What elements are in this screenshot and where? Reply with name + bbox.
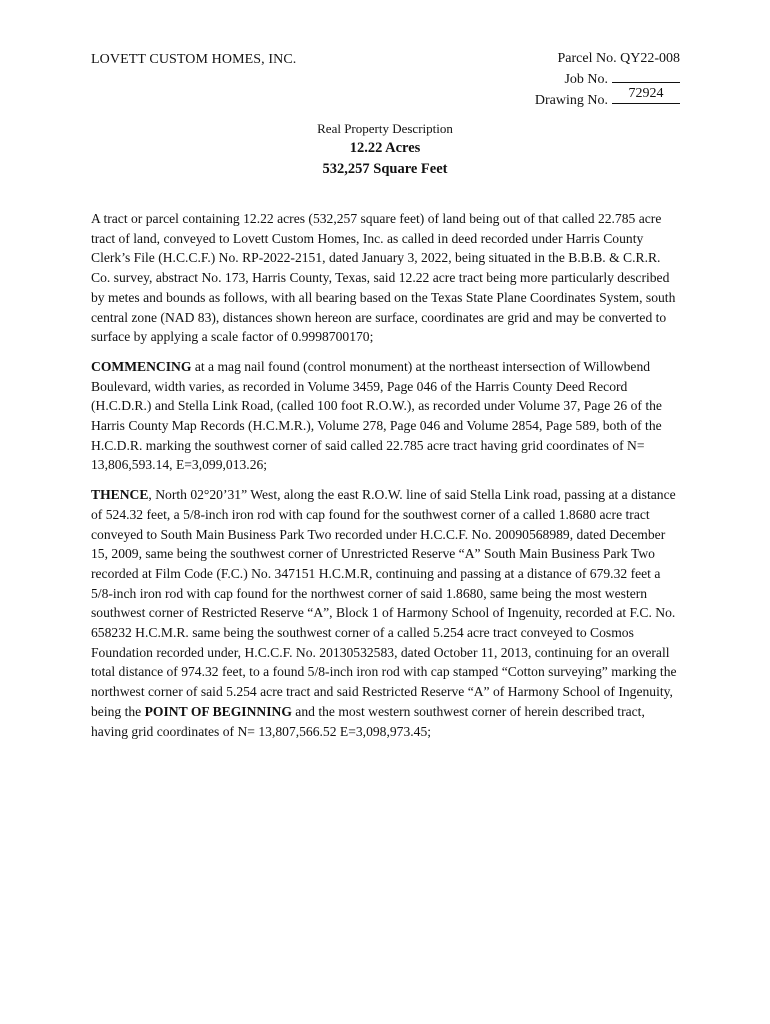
commencing-paragraph	[91, 357, 683, 475]
intro-paragraph: A tract or parcel containing 12.22 acres (532,257 square feet) of land being out of that called 22.785 acre tract of land, conveyed to Lovett Custom Homes, Inc. as called in deed recorded under Harris County Clerk’s File (H.C.C.F.) No. RP-2022-2151, dated January 3, 2022, being situated in the B.B.B. & C.R.R. Co. survey, abstract No. 173, Harris County, Texas, said 12.22 acre tract being more particularly described by metes and bounds as follows, with all bearing based on the Texas State Plane Coordinates System, south central zone (NAD 83), distances shown hereon are surface, coordinates are grid and may be converted to surface by applying a scale factor of 0.9998700170;	[91, 211, 676, 345]
thence-paragraph	[91, 485, 683, 741]
parcel-line	[535, 50, 680, 68]
point-of-beginning-keyword: POINT OF BEGINNING	[144, 703, 292, 719]
thence-keyword: THENCE	[91, 487, 149, 503]
drawing-value: 72924	[628, 86, 664, 101]
title-block	[0, 120, 770, 180]
commencing-keyword: COMMENCING	[91, 358, 192, 374]
drawing-blank	[612, 86, 680, 104]
drawing-line	[534, 86, 680, 110]
document-subtitle: Real Property Description	[317, 121, 453, 136]
commencing-text: at a mag nail found (control monument) at the northeast intersection of Willowbend Boulevard, width varies, as recorded in Volume 3459, Page 046 of the Harris County Deed Record (H.C.D.R.) and Stella Link Road, (called 100 foot R.O.W.), as recorded under Volume 37, Page 26 of the Harris County Map Records (H.C.M.R.), Volume 278, Page 046 and Volume 2854, Page 589, both of the H.C.D.R. marking the southwest corner of said called 22.785 acre tract having grid coordinates of N= 13,806,593.14, E=3,099,013.26;	[91, 358, 662, 473]
acreage-heading: 12.22 Acres	[349, 140, 421, 156]
header-references	[535, 50, 680, 110]
job-label: Job No.	[564, 72, 608, 87]
job-blank	[612, 68, 680, 83]
drawing-label: Drawing No.	[534, 93, 608, 108]
description-body	[91, 209, 683, 751]
company-name: LOVETT CUSTOM HOMES, INC.	[91, 52, 297, 67]
thence-text: , North 02°20’31” West, along the east R.O.W. line of said Stella Link road, passing at a distance of 524.32 feet, a 5/8-inch iron rod with cap found for the southwest corner of a called 1.8680 acre tract conveyed to South Main Business Park Two recorded under H.C.C.F. No. 20090568989, dated December 15, 2009, same being the southwest corner of Unrestricted Reserve “A” South Main Business Park Two recorded at Film Code (F.C.) No. 347151 H.C.M.R, continuing and passing at a distance of 679.32 feet a 5/8-inch iron rod with cap found for the northwest corner of said 1.8680, same being the most western southwest corner of Restricted Reserve “A”, Block 1 of Harmony School of Ingenuity, recorded at F.C. No. 658232 H.C.M.R. same being the southwest corner of a called 5.254 acre tract conveyed to Cosmos Foundation recorded under, H.C.C.F. No. 20130532583, dated October 11, 2013, continuing for an overall total distance of 974.32 feet, to a found 5/8-inch iron rod with cap stamped “Cotton surveying” marking the northwest corner of said 5.254 acre tract and said Restricted Reserve “A” of Harmony School of Ingenuity, being the	[91, 487, 677, 719]
square-feet-heading: 532,257 Square Feet	[322, 161, 448, 177]
parcel-number: Parcel No. QY22-008	[557, 51, 680, 66]
thence-text-end: and the most western southwest corner of herein described tract, having grid coordinates of N= 13,807,566.52 E=3,098,973.45;	[91, 703, 645, 739]
